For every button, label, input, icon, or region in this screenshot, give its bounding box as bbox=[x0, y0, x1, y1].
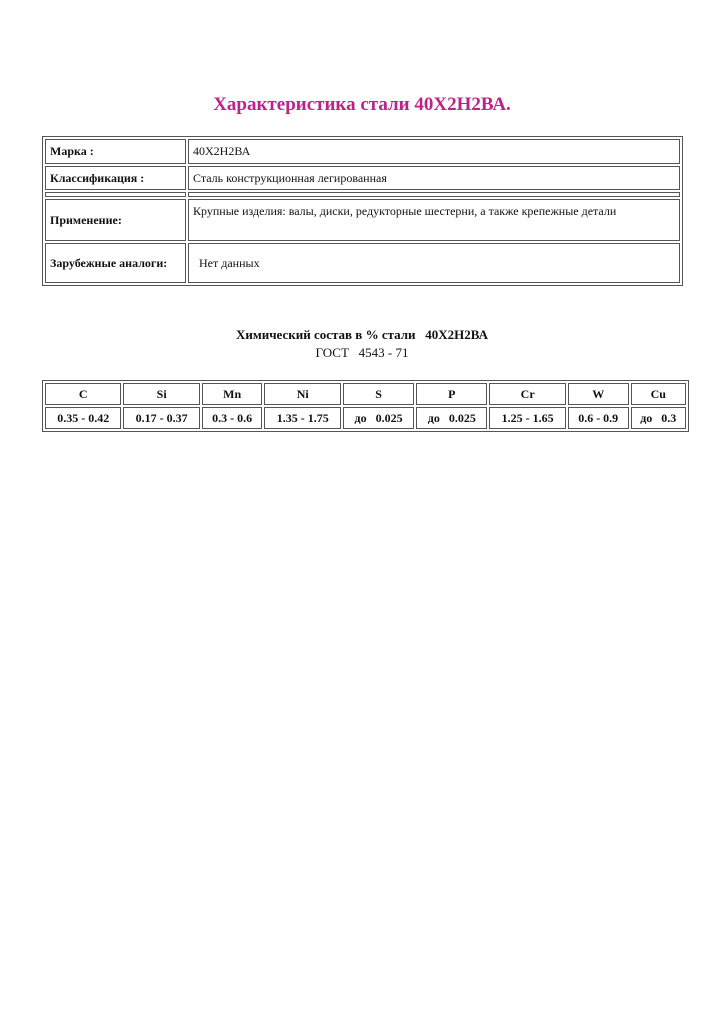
classification-value: Сталь конструкционная легированная bbox=[188, 166, 680, 190]
usage-value: Крупные изделия: валы, диски, редукторные шестерни, а также крепежные детали bbox=[188, 199, 680, 241]
element-header-p: P bbox=[416, 383, 487, 405]
classification-row bbox=[45, 166, 680, 190]
element-header-c: C bbox=[45, 383, 121, 405]
spacer-cell bbox=[45, 192, 186, 197]
grade-value: 40Х2Н2ВА bbox=[188, 139, 680, 164]
element-header-s: S bbox=[343, 383, 414, 405]
element-value-ni: 1.35 - 1.75 bbox=[264, 407, 340, 429]
grade-label: Марка : bbox=[45, 139, 186, 164]
usage-row bbox=[45, 199, 680, 241]
usage-label: Применение: bbox=[45, 199, 186, 241]
element-value-w: 0.6 - 0.9 bbox=[568, 407, 629, 429]
analogs-label: Зарубежные аналоги: bbox=[45, 243, 186, 283]
classification-label: Классификация : bbox=[45, 166, 186, 190]
properties-table bbox=[42, 136, 683, 286]
element-header-w: W bbox=[568, 383, 629, 405]
page-title: Характеристика стали 40Х2Н2ВА. bbox=[213, 94, 511, 115]
spacer-row bbox=[45, 192, 680, 197]
element-header-cu: Cu bbox=[631, 383, 687, 405]
spacer-cell bbox=[188, 192, 680, 197]
element-header-ni: Ni bbox=[264, 383, 340, 405]
element-header-cr: Cr bbox=[489, 383, 565, 405]
chemistry-table bbox=[42, 380, 689, 432]
chemistry-values-row bbox=[45, 407, 686, 429]
element-header-mn: Mn bbox=[202, 383, 263, 405]
analogs-row bbox=[45, 243, 680, 283]
element-value-p: до 0.025 bbox=[416, 407, 487, 429]
chemistry-header-row bbox=[45, 383, 686, 405]
element-value-mn: 0.3 - 0.6 bbox=[202, 407, 263, 429]
element-value-cr: 1.25 - 1.65 bbox=[489, 407, 565, 429]
element-value-si: 0.17 - 0.37 bbox=[123, 407, 199, 429]
element-header-si: Si bbox=[123, 383, 199, 405]
element-value-s: до 0.025 bbox=[343, 407, 414, 429]
element-value-c: 0.35 - 0.42 bbox=[45, 407, 121, 429]
grade-row bbox=[45, 139, 680, 164]
chemistry-standard: ГОСТ 4543 - 71 bbox=[315, 345, 409, 360]
chemistry-title: Химический состав в % стали 40Х2Н2ВА bbox=[235, 327, 489, 342]
element-value-cu: до 0.3 bbox=[631, 407, 687, 429]
analogs-value: Нет данных bbox=[188, 243, 680, 283]
